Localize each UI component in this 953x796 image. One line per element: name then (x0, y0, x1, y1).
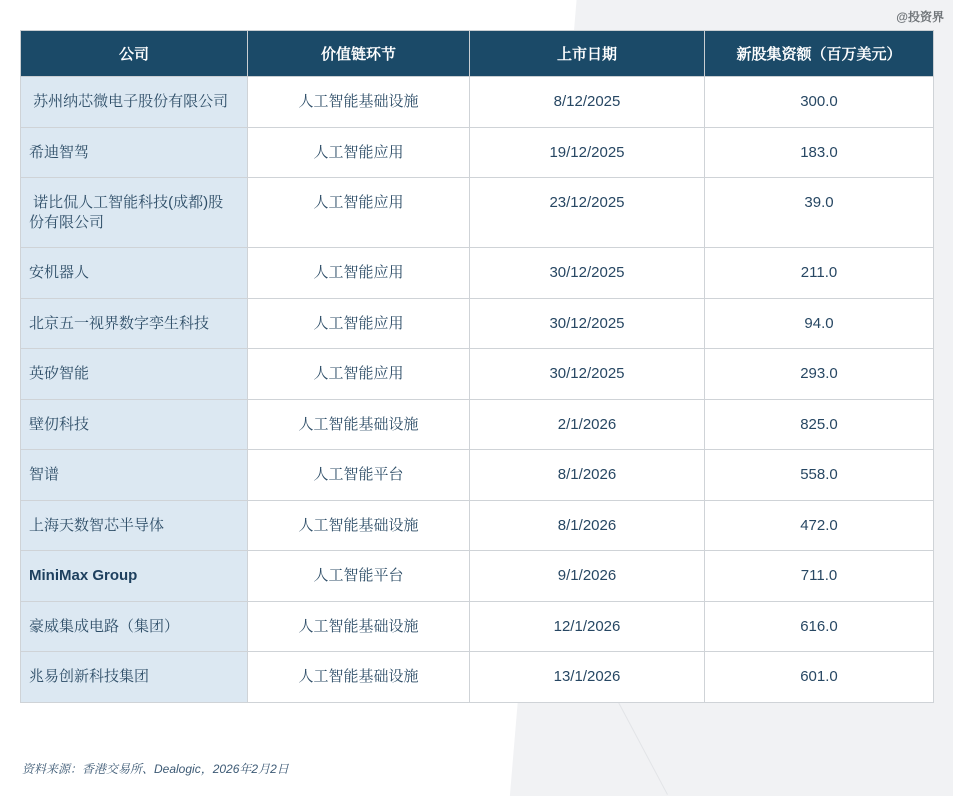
value-chain-segment-cell: 人工智能基础设施 (248, 652, 470, 703)
listing-date-cell: 12/1/2026 (470, 601, 705, 652)
table-header (21, 31, 934, 77)
table-row (21, 601, 934, 652)
listing-date-cell: 30/12/2025 (470, 248, 705, 299)
listing-date-cell: 30/12/2025 (470, 349, 705, 400)
funds-raised-cell: 616.0 (705, 601, 934, 652)
table-row (21, 178, 934, 248)
funds-raised-cell: 39.0 (705, 178, 934, 248)
listing-date-cell: 13/1/2026 (470, 652, 705, 703)
value-chain-segment-cell: 人工智能应用 (248, 178, 470, 248)
data-source-note: 资料来源：香港交易所、Dealogic，2026年2月2日 (22, 762, 289, 776)
listing-date-cell: 8/1/2026 (470, 450, 705, 501)
company-name-cell: 壁仞科技 (21, 399, 248, 450)
funds-raised-cell: 293.0 (705, 349, 934, 400)
listing-date-cell: 30/12/2025 (470, 298, 705, 349)
column-header-1: 价值链环节 (248, 31, 470, 77)
column-header-3: 新股集资额（百万美元） (705, 31, 934, 77)
column-header-0: 公司 (21, 31, 248, 77)
table-row (21, 399, 934, 450)
funds-raised-cell: 300.0 (705, 77, 934, 128)
company-name-cell: 豪威集成电路（集团） (21, 601, 248, 652)
value-chain-segment-cell: 人工智能平台 (248, 551, 470, 602)
site-watermark: @投资界 (896, 10, 944, 24)
value-chain-segment-cell: 人工智能应用 (248, 349, 470, 400)
funds-raised-cell: 472.0 (705, 500, 934, 551)
table-row (21, 551, 934, 602)
column-header-2: 上市日期 (470, 31, 705, 77)
value-chain-segment-cell: 人工智能应用 (248, 248, 470, 299)
value-chain-segment-cell: 人工智能基础设施 (248, 500, 470, 551)
table-row (21, 298, 934, 349)
value-chain-segment-cell: 人工智能应用 (248, 298, 470, 349)
company-name-cell: MiniMax Group (21, 551, 248, 602)
company-name-cell: 上海天数智芯半导体 (21, 500, 248, 551)
value-chain-segment-cell: 人工智能基础设施 (248, 601, 470, 652)
company-name-cell: 诺比侃人工智能科技(成都)股份有限公司 (21, 178, 248, 248)
listing-date-cell: 9/1/2026 (470, 551, 705, 602)
listing-date-cell: 8/12/2025 (470, 77, 705, 128)
company-name-cell: 兆易创新科技集团 (21, 652, 248, 703)
company-name-cell: 智谱 (21, 450, 248, 501)
listing-date-cell: 2/1/2026 (470, 399, 705, 450)
listing-date-cell: 8/1/2026 (470, 500, 705, 551)
funds-raised-cell: 211.0 (705, 248, 934, 299)
value-chain-segment-cell: 人工智能应用 (248, 127, 470, 178)
company-name-cell: 英矽智能 (21, 349, 248, 400)
listing-date-cell: 23/12/2025 (470, 178, 705, 248)
table-row (21, 500, 934, 551)
value-chain-segment-cell: 人工智能平台 (248, 450, 470, 501)
table-row (21, 450, 934, 501)
company-name-cell: 苏州纳芯微电子股份有限公司 (21, 77, 248, 128)
company-name-cell: 安机器人 (21, 248, 248, 299)
company-name-cell: 北京五一视界数字孪生科技 (21, 298, 248, 349)
funds-raised-cell: 94.0 (705, 298, 934, 349)
value-chain-segment-cell: 人工智能基础设施 (248, 77, 470, 128)
company-name-cell: 希迪智驾 (21, 127, 248, 178)
listing-date-cell: 19/12/2025 (470, 127, 705, 178)
ipo-listings-table (20, 30, 934, 703)
table-row (21, 77, 934, 128)
table-body (21, 77, 934, 703)
funds-raised-cell: 711.0 (705, 551, 934, 602)
table-row (21, 652, 934, 703)
table-row (21, 349, 934, 400)
funds-raised-cell: 825.0 (705, 399, 934, 450)
table-header-row (21, 31, 934, 77)
funds-raised-cell: 183.0 (705, 127, 934, 178)
table-row (21, 248, 934, 299)
funds-raised-cell: 601.0 (705, 652, 934, 703)
value-chain-segment-cell: 人工智能基础设施 (248, 399, 470, 450)
funds-raised-cell: 558.0 (705, 450, 934, 501)
table-row (21, 127, 934, 178)
